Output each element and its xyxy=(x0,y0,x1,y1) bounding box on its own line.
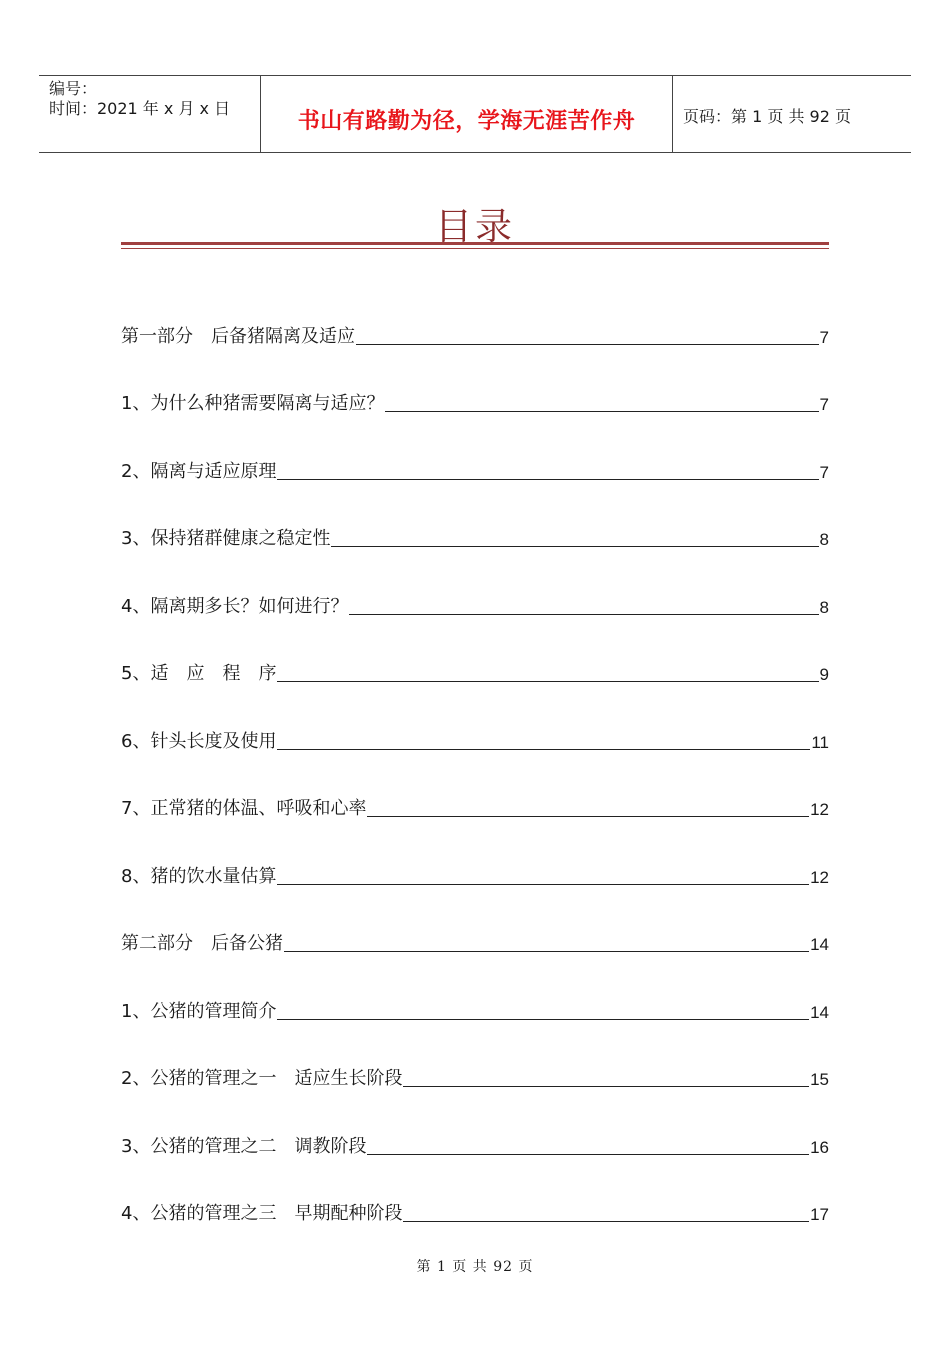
toc-leader-line xyxy=(277,680,818,682)
toc-leader-line xyxy=(284,950,809,952)
toc-entry-label: 3、保持猪群健康之稳定性 xyxy=(121,528,331,549)
toc-entry-page: 7 xyxy=(819,395,829,414)
toc-entry-page: 8 xyxy=(819,530,829,549)
toc-entry-label: 4、公猪的管理之三 早期配种阶段 xyxy=(121,1203,403,1224)
toc-leader-line xyxy=(277,883,809,885)
toc-entry-page: 7 xyxy=(819,327,829,347)
toc-leader-line xyxy=(349,613,818,615)
toc-entry-label: 4、隔离期多长？如何进行？ xyxy=(121,595,349,617)
toc-entry[interactable] xyxy=(121,620,829,688)
motto: 书山有路勤为径，学海无涯苦作舟 xyxy=(297,109,636,134)
toc-entry-label: 第一部分 后备猪隔离及适应 xyxy=(121,325,355,347)
toc-entry-page: 14 xyxy=(810,1002,829,1022)
toc-leader-line xyxy=(277,748,810,750)
toc-leader-line xyxy=(367,1153,809,1155)
toc-entry[interactable] xyxy=(121,755,829,823)
toc-entry-label: 5、适 应 程 序 xyxy=(121,663,277,684)
table-of-contents xyxy=(121,282,829,1227)
toc-entry-label: 8、猪的饮水量估算 xyxy=(121,865,277,887)
header-page-cell xyxy=(673,76,911,152)
number-label: 编号： xyxy=(49,79,98,98)
document-header xyxy=(39,75,911,153)
title-rule-thick xyxy=(121,242,829,245)
page-title: 目录 xyxy=(435,205,515,248)
toc-leader-line xyxy=(356,343,819,345)
toc-entry[interactable] xyxy=(121,1092,829,1160)
toc-entry[interactable] xyxy=(121,417,829,485)
toc-entry-page: 9 xyxy=(819,665,829,684)
toc-leader-line xyxy=(331,545,818,547)
page-info: 页码：第 1 页 共 92 页 xyxy=(683,107,851,126)
toc-entry[interactable] xyxy=(121,350,829,418)
toc-entry-page: 17 xyxy=(810,1205,829,1224)
toc-entry-page: 11 xyxy=(811,732,829,752)
toc-entry[interactable] xyxy=(121,890,829,958)
toc-leader-line xyxy=(385,410,818,412)
toc-entry-label: 7、正常猪的体温、呼吸和心率 xyxy=(121,798,367,819)
toc-entry-page: 12 xyxy=(810,800,829,819)
toc-entry-page: 7 xyxy=(819,462,829,482)
toc-leader-line xyxy=(403,1085,809,1087)
toc-entry-page: 16 xyxy=(810,1137,829,1157)
toc-entry-page: 8 xyxy=(819,597,829,617)
time-label: 时间：2021 年 x 月 x 日 xyxy=(49,99,231,118)
toc-leader-line xyxy=(277,478,818,480)
toc-entry-label: 第二部分 后备公猪 xyxy=(121,933,283,954)
toc-entry-label: 3、公猪的管理之二 调教阶段 xyxy=(121,1135,367,1157)
page-footer: 第 1 页 共 92 页 xyxy=(416,1259,534,1275)
header-motto-cell xyxy=(261,76,673,152)
toc-entry[interactable] xyxy=(121,1160,829,1228)
title-rule-thin xyxy=(121,248,829,249)
toc-entry-label: 1、公猪的管理简介 xyxy=(121,1000,277,1022)
toc-leader-line xyxy=(277,1018,809,1020)
toc-entry[interactable] xyxy=(121,552,829,620)
toc-entry[interactable] xyxy=(121,822,829,890)
toc-entry-page: 14 xyxy=(810,935,829,954)
toc-entry-label: 2、公猪的管理之一 适应生长阶段 xyxy=(121,1068,403,1089)
toc-entry[interactable] xyxy=(121,687,829,755)
toc-entry-page: 12 xyxy=(810,867,829,887)
toc-leader-line xyxy=(367,815,809,817)
toc-entry[interactable] xyxy=(121,485,829,553)
header-meta-cell xyxy=(39,76,261,152)
toc-entry-page: 15 xyxy=(810,1070,829,1089)
toc-entry[interactable] xyxy=(121,957,829,1025)
toc-entry[interactable] xyxy=(121,1025,829,1093)
toc-leader-line xyxy=(403,1220,809,1222)
toc-entry[interactable] xyxy=(121,282,829,350)
toc-entry-label: 2、隔离与适应原理 xyxy=(121,460,277,482)
toc-entry-label: 6、针头长度及使用 xyxy=(121,730,277,752)
toc-entry-label: 1、为什么种猪需要隔离与适应？ xyxy=(121,393,385,414)
